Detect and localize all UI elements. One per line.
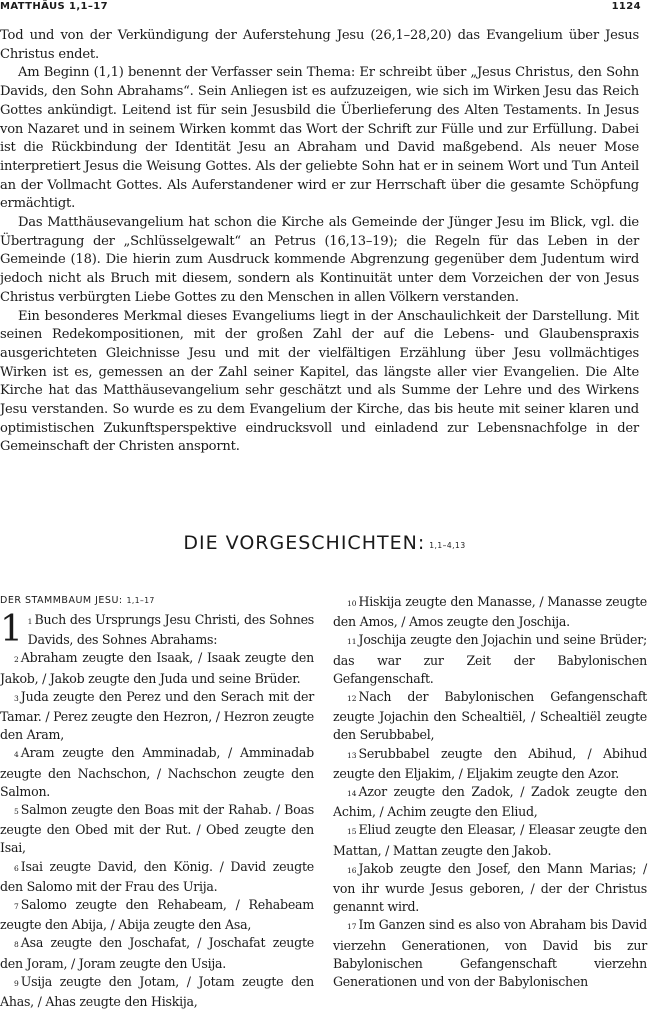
- verse: [0, 744, 314, 801]
- running-head: [0, 0, 641, 14]
- subsection-title: DER STAMMBAUM JESU:: [0, 595, 123, 606]
- verse-text: Joschija zeugte den Jojachin und seine Brüder; das war zur Zeit der Babylonischen Gefangenschaft.: [333, 632, 647, 686]
- verse: [333, 821, 647, 859]
- verse-number: 2: [14, 655, 19, 665]
- verse-number: 14: [347, 789, 357, 799]
- verse-text: Eliud zeugte den Eleasar, / Eleasar zeugte den Mattan, / Mattan zeugte den Jakob.: [333, 822, 647, 858]
- verse: [0, 896, 314, 934]
- verse: [333, 631, 647, 688]
- verse: [0, 611, 314, 649]
- verse-text: Usija zeugte den Jotam, / Jotam zeugte den Ahas, / Ahas zeugte den Hiskija,: [0, 973, 314, 1010]
- section-title: DIE VORGESCHICHTEN:: [183, 532, 426, 554]
- verse-number: 16: [347, 865, 357, 875]
- running-head-book-reference: MATTHÄUS 1,1–17: [0, 1, 109, 12]
- verse: [0, 934, 314, 972]
- verse-number: 11: [347, 637, 357, 647]
- verse-text: Im Ganzen sind es also von Abraham bis David vierzehn Generationen, von David bis zur Babylonischen Gefangenschaft vierzehn Generationen und von der Babylonischen: [333, 917, 647, 990]
- page-number: 1124: [611, 1, 641, 12]
- subsection-heading: [0, 595, 155, 606]
- verse-number: 17: [347, 922, 357, 932]
- verse-text: Asa zeugte den Joschafat, / Joschafat zeugte den Joram, / Joram zeugte den Usija.: [0, 935, 314, 971]
- verse: [333, 593, 647, 631]
- verse: [333, 860, 647, 917]
- verse-text: Hiskija zeugte den Manasse, / Manasse zeugte den Amos, / Amos zeugte den Joschija.: [333, 594, 647, 630]
- verse-number: 7: [14, 902, 19, 912]
- verse: [333, 745, 647, 783]
- verse-number: 1: [27, 617, 33, 626]
- verse-text: Jakob zeugte den Josef, den Mann Marias; / von ihr wurde Jesus geboren, / der der Christus genannt wird.: [333, 860, 647, 915]
- verse-number: 10: [347, 599, 357, 608]
- right-column: [333, 593, 647, 991]
- verse-number: 8: [14, 940, 19, 950]
- verse-text: Serubbabel zeugte den Abihud, / Abihud zeugte den Eljakim, / Eljakim zeugte den Azor.: [333, 745, 647, 781]
- section-reference: 1,1–4,13: [429, 541, 466, 550]
- verse-number: 12: [347, 694, 357, 704]
- section-heading: [0, 532, 649, 554]
- verse-text: Nach der Babylonischen Gefangenschaft zeugte Jojachin den Schealtiël, / Schealtiël zeugte den Serubbabel,: [333, 689, 647, 743]
- verse-number: 13: [347, 750, 357, 760]
- verse-number: 3: [14, 693, 19, 703]
- intro-paragraph: Das Matthäusevangelium hat schon die Kirche als Gemeinde der Jünger Jesu im Blick, vgl. die Übertragung der „Schlüsselgewalt“ an Petrus (16,13–19); die Regeln für das Leben in der Gemeinde (18). Die hierin zum Ausdruck kommende Abgrenzung gegenüber dem Judentum wird jedoch nicht als Bruch mit diesem, sondern als Kontinuität unter dem Vorzeichen der von Jesus Christus verbürgten Liebe Gottes zu den Menschen in allen Völkern verstanden.: [0, 215, 639, 305]
- verse: [333, 783, 647, 821]
- subsection-reference: 1,1–17: [126, 596, 155, 605]
- verse-number: 15: [347, 827, 357, 837]
- verse-text: Abraham zeugte den Isaak, / Isaak zeugte den Jakob, / Jakob zeugte den Juda und seine Brüder.: [0, 650, 314, 686]
- verse: [0, 649, 314, 687]
- verse-number: 6: [14, 863, 19, 873]
- left-column: [0, 611, 314, 1011]
- verse-text: Isai zeugte David, den König. / David zeugte den Salomo mit der Frau des Urija.: [0, 858, 314, 894]
- verse-text: Aram zeugte den Amminadab, / Amminadab zeugte den Nachschon, / Nachschon zeugte den Salmon.: [0, 745, 314, 799]
- verse-number: 9: [14, 978, 19, 988]
- verse-text: Salmon zeugte den Boas mit der Rahab. / Boas zeugte den Obed mit der Rut. / Obed zeugte den Isai,: [0, 802, 314, 856]
- verse: [0, 688, 314, 745]
- intro-paragraph: Ein besonderes Merkmal dieses Evangeliums liegt in der Anschaulichkeit der Darstellung. Mit seinen Redekompositionen, mit der großen Zahl der auf die Lebens- und Glaubenspraxis ausgerichteten Gleichnisse Jesu und mit der vielfältigen Erzählung über Jesu vollmächtiges Wirken ist es, gemessen an der Zahl seiner Kapitel, das längste aller vier Evangelien. Die Alte Kirche hat das Matthäusevangelium sehr geschätzt und als Summe der Lehre und des Wirkens Jesu verstanden. So wurde es zu dem Evangelium der Kirche, das bis heute mit seiner klaren und optimistischen Zukunftsperspektive eindrucksvoll und einladend zur Lebensnachfolge in der Gemeinschaft der Christen anspornt.: [0, 308, 639, 455]
- verse: [0, 973, 314, 1011]
- verse-number: 4: [14, 750, 19, 760]
- verse-number: 5: [14, 807, 19, 817]
- verse: [333, 916, 647, 991]
- introduction-text: [0, 27, 639, 457]
- verse: [333, 688, 647, 745]
- verse-text: Juda zeugte den Perez und den Serach mit der Tamar. / Perez zeugte den Hezron, / Hezron zeugte den Aram,: [0, 688, 314, 743]
- verse-text: Salomo zeugte den Rehabeam, / Rehabeam zeugte den Abija, / Abija zeugte den Asa,: [0, 897, 314, 933]
- intro-paragraph: Tod und von der Verkündigung der Auferstehung Jesu (26,1–28,20) das Evangelium über Jesus Christus endet.: [0, 28, 639, 62]
- verse-text: Azor zeugte den Zadok, / Zadok zeugte den Achim, / Achim zeugte den Eliud,: [333, 784, 647, 820]
- verse-text: Buch des Ursprungs Jesu Christi, des Sohnes Davids, des Sohnes Abrahams:: [27, 612, 314, 648]
- verse: [0, 858, 314, 896]
- intro-paragraph: Am Beginn (1,1) benennt der Verfasser sein Thema: Er schreibt über „Jesus Christus, den Sohn Davids, den Sohn Abrahams“. Sein Anliegen ist es aufzuzeigen, wie sich im Wirken Jesu das Reich Gottes ankündigt. Leitend ist für sein Jesusbild die Überlieferung des Alten Testaments. In Jesus von Nazaret und in seinem Wirken kommt das Wort der Schrift zur Fülle und zur Erfüllung. Dabei ist die Rückbindung der Identität Jesu an Abraham und David maßgebend. Als neuer Mose interpretiert Jesus die Weisung Gottes. Als der geliebte Sohn hat er in seinem Wort und Tun Anteil an der Vollmacht Gottes. Als Auferstandener wird er zur Herrschaft über die gesamte Schöpfung ermächtigt.: [0, 65, 639, 212]
- verse: [0, 801, 314, 858]
- chapter-number: 1: [0, 609, 23, 650]
